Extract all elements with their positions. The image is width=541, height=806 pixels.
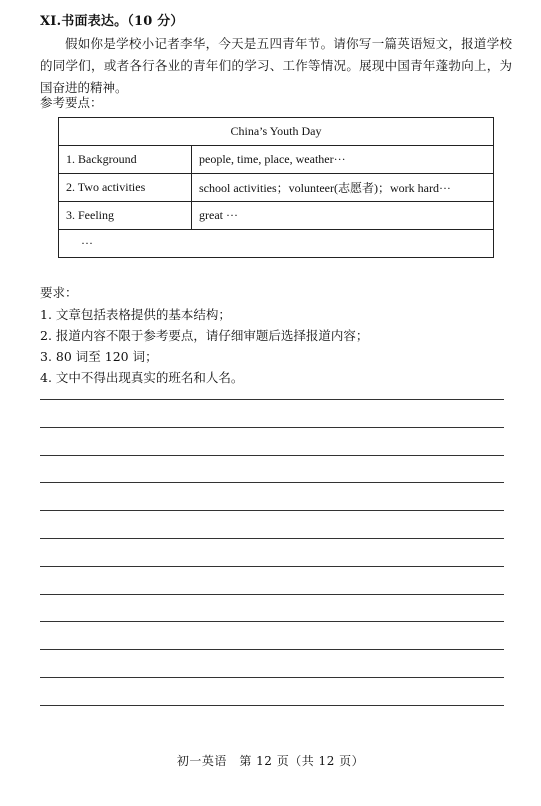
writing-line: [40, 427, 504, 428]
reference-points-table: [58, 117, 494, 258]
reference-points-label: 参考要点：: [40, 95, 103, 110]
answer-writing-area[interactable]: [40, 399, 504, 733]
writing-line: [40, 705, 504, 706]
writing-prompt: 假如你是学校小记者李华，今天是五四青年节。请你写一篇英语短文，报道学校的同学们，或者各行各业的青年们的学习、工作等情况。展现中国青年蓬勃向上，为国奋进的精神。: [40, 36, 512, 95]
requirement-item: 4. 文中不得出现真实的班名和人名。: [40, 370, 244, 385]
writing-line: [40, 538, 504, 539]
section-heading: [40, 10, 184, 29]
requirement-item: 3. 80 词至 120 词；: [40, 349, 158, 364]
section-title: XI.书面表达。: [40, 14, 128, 29]
writing-line: [40, 649, 504, 650]
writing-line: [40, 455, 504, 456]
requirements-list: [40, 304, 368, 388]
writing-line: [40, 621, 504, 622]
table-row-label: 3. Feeling: [59, 202, 192, 230]
table-row-content: people, time, place, weather···: [192, 146, 494, 174]
table-row-content: great ···: [192, 202, 494, 230]
writing-line: [40, 399, 504, 400]
writing-line: [40, 482, 504, 483]
table-title: China’s Youth Day: [59, 118, 494, 146]
writing-line: [40, 510, 504, 511]
writing-line: [40, 594, 504, 595]
requirement-item: 1. 文章包括表格提供的基本结构；: [40, 307, 231, 322]
section-score: （10 分）: [127, 14, 184, 29]
table-ellipsis-row: ···: [59, 230, 494, 258]
requirement-item: 2. 报道内容不限于参考要点，请仔细审题后选择报道内容；: [40, 328, 369, 343]
writing-line: [40, 566, 504, 567]
table-row-content: school activities；volunteer(志愿者)；work hard···: [192, 174, 494, 202]
table-row-label: 1. Background: [59, 146, 192, 174]
table-title-row: [59, 118, 494, 146]
page-footer: 初一英语 第 12 页（共 12 页）: [176, 754, 365, 768]
table-row: [59, 146, 494, 174]
table-row: [59, 202, 494, 230]
table-row-label: 2. Two activities: [59, 174, 192, 202]
writing-line: [40, 677, 504, 678]
table-row: [59, 174, 494, 202]
requirements-label: 要求：: [40, 285, 78, 300]
table-row: [59, 230, 494, 258]
